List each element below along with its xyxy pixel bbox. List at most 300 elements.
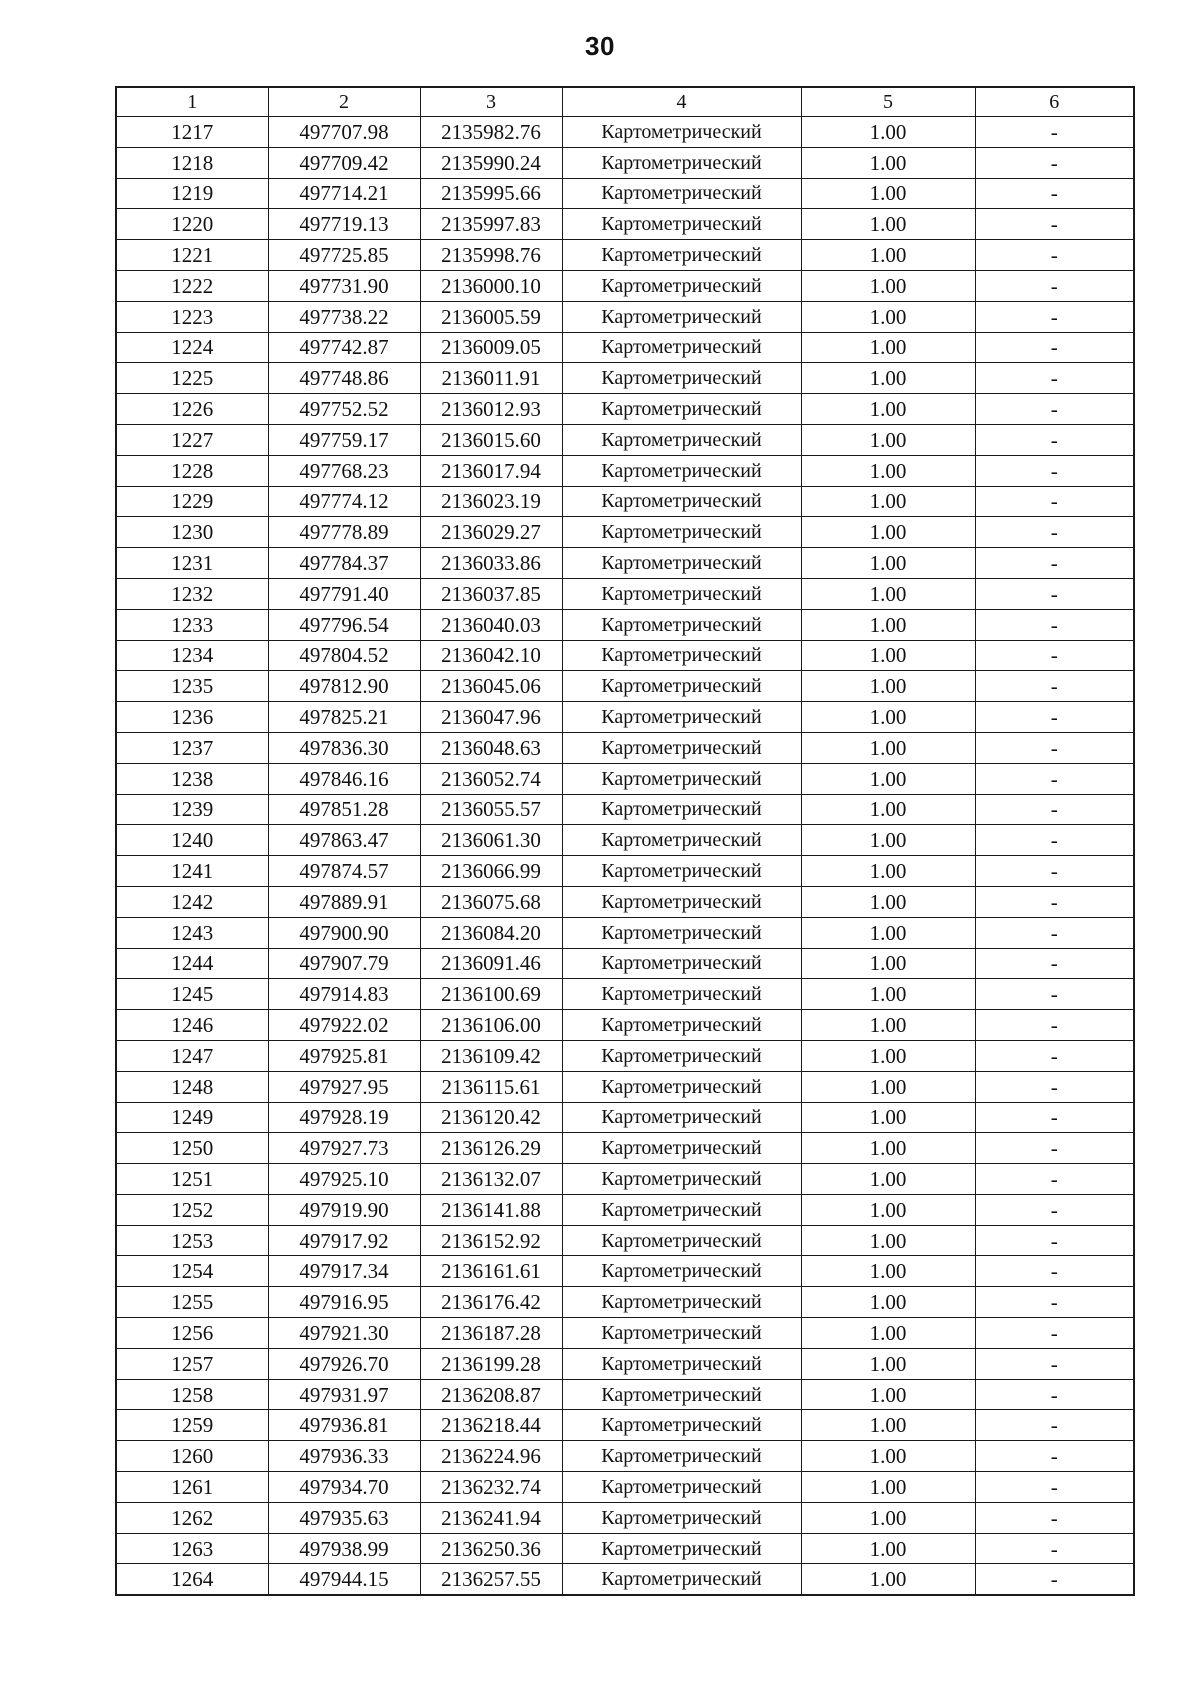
y-coordinate-cell: 2136091.46 [420, 948, 562, 979]
table-row [116, 394, 1134, 425]
method-cell: Картометрический [562, 1040, 801, 1071]
description-cell: - [975, 1472, 1134, 1503]
method-cell: Картометрический [562, 1102, 801, 1133]
description-cell: - [975, 270, 1134, 301]
accuracy-cell: 1.00 [801, 270, 975, 301]
y-coordinate-cell: 2136176.42 [420, 1287, 562, 1318]
accuracy-cell: 1.00 [801, 1133, 975, 1164]
description-cell: - [975, 1564, 1134, 1595]
table-row [116, 147, 1134, 178]
accuracy-cell: 1.00 [801, 455, 975, 486]
point-number-cell: 1240 [116, 825, 268, 856]
point-number-cell: 1256 [116, 1318, 268, 1349]
x-coordinate-cell: 497742.87 [268, 332, 420, 363]
table-row [116, 1256, 1134, 1287]
description-cell: - [975, 1010, 1134, 1041]
table-row [116, 763, 1134, 794]
description-cell: - [975, 147, 1134, 178]
y-coordinate-cell: 2136029.27 [420, 517, 562, 548]
method-cell: Картометрический [562, 548, 801, 579]
accuracy-cell: 1.00 [801, 424, 975, 455]
y-coordinate-cell: 2136100.69 [420, 979, 562, 1010]
method-cell: Картометрический [562, 1194, 801, 1225]
y-coordinate-cell: 2136257.55 [420, 1564, 562, 1595]
column-header: 2 [268, 87, 420, 117]
description-cell: - [975, 1348, 1134, 1379]
column-header: 1 [116, 87, 268, 117]
description-cell: - [975, 856, 1134, 887]
y-coordinate-cell: 2136241.94 [420, 1502, 562, 1533]
y-coordinate-cell: 2136208.87 [420, 1379, 562, 1410]
x-coordinate-cell: 497796.54 [268, 609, 420, 640]
y-coordinate-cell: 2136120.42 [420, 1102, 562, 1133]
x-coordinate-cell: 497900.90 [268, 917, 420, 948]
y-coordinate-cell: 2136115.61 [420, 1071, 562, 1102]
x-coordinate-cell: 497922.02 [268, 1010, 420, 1041]
y-coordinate-cell: 2136084.20 [420, 917, 562, 948]
method-cell: Картометрический [562, 794, 801, 825]
table-row [116, 1379, 1134, 1410]
method-cell: Картометрический [562, 517, 801, 548]
table-row [116, 548, 1134, 579]
accuracy-cell: 1.00 [801, 1410, 975, 1441]
point-number-cell: 1233 [116, 609, 268, 640]
x-coordinate-cell: 497874.57 [268, 856, 420, 887]
accuracy-cell: 1.00 [801, 702, 975, 733]
accuracy-cell: 1.00 [801, 1533, 975, 1564]
description-cell: - [975, 1256, 1134, 1287]
description-cell: - [975, 548, 1134, 579]
description-cell: - [975, 1164, 1134, 1195]
accuracy-cell: 1.00 [801, 640, 975, 671]
description-cell: - [975, 301, 1134, 332]
y-coordinate-cell: 2136017.94 [420, 455, 562, 486]
point-number-cell: 1228 [116, 455, 268, 486]
table-row [116, 117, 1134, 148]
point-number-cell: 1223 [116, 301, 268, 332]
table-row [116, 1071, 1134, 1102]
accuracy-cell: 1.00 [801, 240, 975, 271]
x-coordinate-cell: 497851.28 [268, 794, 420, 825]
table-row [116, 640, 1134, 671]
method-cell: Картометрический [562, 886, 801, 917]
y-coordinate-cell: 2136011.91 [420, 363, 562, 394]
accuracy-cell: 1.00 [801, 301, 975, 332]
method-cell: Картометрический [562, 609, 801, 640]
method-cell: Картометрический [562, 240, 801, 271]
method-cell: Картометрический [562, 178, 801, 209]
point-number-cell: 1218 [116, 147, 268, 178]
table-row [116, 856, 1134, 887]
table-row [116, 917, 1134, 948]
point-number-cell: 1242 [116, 886, 268, 917]
point-number-cell: 1261 [116, 1472, 268, 1503]
method-cell: Картометрический [562, 1379, 801, 1410]
table-row [116, 1533, 1134, 1564]
accuracy-cell: 1.00 [801, 917, 975, 948]
x-coordinate-cell: 497714.21 [268, 178, 420, 209]
point-number-cell: 1219 [116, 178, 268, 209]
description-cell: - [975, 178, 1134, 209]
y-coordinate-cell: 2136047.96 [420, 702, 562, 733]
method-cell: Картометрический [562, 1502, 801, 1533]
point-number-cell: 1217 [116, 117, 268, 148]
x-coordinate-cell: 497725.85 [268, 240, 420, 271]
method-cell: Картометрический [562, 363, 801, 394]
accuracy-cell: 1.00 [801, 794, 975, 825]
point-number-cell: 1234 [116, 640, 268, 671]
y-coordinate-cell: 2136015.60 [420, 424, 562, 455]
x-coordinate-cell: 497731.90 [268, 270, 420, 301]
accuracy-cell: 1.00 [801, 609, 975, 640]
point-number-cell: 1220 [116, 209, 268, 240]
accuracy-cell: 1.00 [801, 979, 975, 1010]
x-coordinate-cell: 497719.13 [268, 209, 420, 240]
y-coordinate-cell: 2135997.83 [420, 209, 562, 240]
method-cell: Картометрический [562, 763, 801, 794]
x-coordinate-cell: 497825.21 [268, 702, 420, 733]
description-cell: - [975, 1441, 1134, 1472]
description-cell: - [975, 609, 1134, 640]
accuracy-cell: 1.00 [801, 671, 975, 702]
table-row [116, 886, 1134, 917]
table-row [116, 1040, 1134, 1071]
point-number-cell: 1238 [116, 763, 268, 794]
table-row [116, 240, 1134, 271]
x-coordinate-cell: 497927.95 [268, 1071, 420, 1102]
x-coordinate-cell: 497944.15 [268, 1564, 420, 1595]
accuracy-cell: 1.00 [801, 1225, 975, 1256]
x-coordinate-cell: 497709.42 [268, 147, 420, 178]
point-number-cell: 1224 [116, 332, 268, 363]
method-cell: Картометрический [562, 1071, 801, 1102]
point-number-cell: 1227 [116, 424, 268, 455]
point-number-cell: 1232 [116, 578, 268, 609]
method-cell: Картометрический [562, 1287, 801, 1318]
y-coordinate-cell: 2136187.28 [420, 1318, 562, 1349]
accuracy-cell: 1.00 [801, 1287, 975, 1318]
description-cell: - [975, 671, 1134, 702]
point-number-cell: 1248 [116, 1071, 268, 1102]
description-cell: - [975, 209, 1134, 240]
point-number-cell: 1244 [116, 948, 268, 979]
accuracy-cell: 1.00 [801, 1040, 975, 1071]
y-coordinate-cell: 2136141.88 [420, 1194, 562, 1225]
table-row [116, 1010, 1134, 1041]
accuracy-cell: 1.00 [801, 209, 975, 240]
description-cell: - [975, 424, 1134, 455]
method-cell: Картометрический [562, 394, 801, 425]
accuracy-cell: 1.00 [801, 1348, 975, 1379]
y-coordinate-cell: 2136132.07 [420, 1164, 562, 1195]
description-cell: - [975, 455, 1134, 486]
table-row [116, 455, 1134, 486]
point-number-cell: 1245 [116, 979, 268, 1010]
table-body [116, 117, 1134, 1596]
method-cell: Картометрический [562, 455, 801, 486]
point-number-cell: 1250 [116, 1133, 268, 1164]
y-coordinate-cell: 2136218.44 [420, 1410, 562, 1441]
x-coordinate-cell: 497774.12 [268, 486, 420, 517]
accuracy-cell: 1.00 [801, 147, 975, 178]
x-coordinate-cell: 497936.81 [268, 1410, 420, 1441]
description-cell: - [975, 763, 1134, 794]
description-cell: - [975, 1533, 1134, 1564]
method-cell: Картометрический [562, 270, 801, 301]
point-number-cell: 1243 [116, 917, 268, 948]
description-cell: - [975, 486, 1134, 517]
description-cell: - [975, 1410, 1134, 1441]
point-number-cell: 1252 [116, 1194, 268, 1225]
method-cell: Картометрический [562, 1225, 801, 1256]
accuracy-cell: 1.00 [801, 1564, 975, 1595]
x-coordinate-cell: 497759.17 [268, 424, 420, 455]
table-row [116, 363, 1134, 394]
x-coordinate-cell: 497934.70 [268, 1472, 420, 1503]
method-cell: Картометрический [562, 1533, 801, 1564]
accuracy-cell: 1.00 [801, 1071, 975, 1102]
y-coordinate-cell: 2136033.86 [420, 548, 562, 579]
y-coordinate-cell: 2136005.59 [420, 301, 562, 332]
y-coordinate-cell: 2136106.00 [420, 1010, 562, 1041]
description-cell: - [975, 886, 1134, 917]
x-coordinate-cell: 497917.34 [268, 1256, 420, 1287]
x-coordinate-cell: 497928.19 [268, 1102, 420, 1133]
y-coordinate-cell: 2136040.03 [420, 609, 562, 640]
method-cell: Картометрический [562, 578, 801, 609]
description-cell: - [975, 1071, 1134, 1102]
accuracy-cell: 1.00 [801, 332, 975, 363]
description-cell: - [975, 1102, 1134, 1133]
accuracy-cell: 1.00 [801, 886, 975, 917]
point-number-cell: 1231 [116, 548, 268, 579]
description-cell: - [975, 394, 1134, 425]
table-row [116, 1564, 1134, 1595]
x-coordinate-cell: 497752.52 [268, 394, 420, 425]
method-cell: Картометрический [562, 1564, 801, 1595]
x-coordinate-cell: 497914.83 [268, 979, 420, 1010]
x-coordinate-cell: 497907.79 [268, 948, 420, 979]
description-cell: - [975, 979, 1134, 1010]
table-row [116, 486, 1134, 517]
accuracy-cell: 1.00 [801, 1010, 975, 1041]
x-coordinate-cell: 497936.33 [268, 1441, 420, 1472]
y-coordinate-cell: 2136250.36 [420, 1533, 562, 1564]
description-cell: - [975, 1318, 1134, 1349]
point-number-cell: 1230 [116, 517, 268, 548]
x-coordinate-cell: 497916.95 [268, 1287, 420, 1318]
table-row [116, 671, 1134, 702]
point-number-cell: 1229 [116, 486, 268, 517]
point-number-cell: 1236 [116, 702, 268, 733]
method-cell: Картометрический [562, 1010, 801, 1041]
accuracy-cell: 1.00 [801, 1164, 975, 1195]
table-row [116, 794, 1134, 825]
table-row [116, 517, 1134, 548]
table-header-row [116, 87, 1134, 117]
table-row [116, 702, 1134, 733]
accuracy-cell: 1.00 [801, 363, 975, 394]
method-cell: Картометрический [562, 209, 801, 240]
x-coordinate-cell: 497889.91 [268, 886, 420, 917]
table-row [116, 178, 1134, 209]
x-coordinate-cell: 497921.30 [268, 1318, 420, 1349]
y-coordinate-cell: 2136161.61 [420, 1256, 562, 1287]
column-header: 6 [975, 87, 1134, 117]
description-cell: - [975, 917, 1134, 948]
table-row [116, 270, 1134, 301]
method-cell: Картометрический [562, 948, 801, 979]
accuracy-cell: 1.00 [801, 117, 975, 148]
accuracy-cell: 1.00 [801, 486, 975, 517]
method-cell: Картометрический [562, 825, 801, 856]
accuracy-cell: 1.00 [801, 763, 975, 794]
method-cell: Картометрический [562, 301, 801, 332]
accuracy-cell: 1.00 [801, 394, 975, 425]
accuracy-cell: 1.00 [801, 948, 975, 979]
description-cell: - [975, 363, 1134, 394]
x-coordinate-cell: 497931.97 [268, 1379, 420, 1410]
column-header: 5 [801, 87, 975, 117]
description-cell: - [975, 1502, 1134, 1533]
y-coordinate-cell: 2136000.10 [420, 270, 562, 301]
y-coordinate-cell: 2136012.93 [420, 394, 562, 425]
method-cell: Картометрический [562, 702, 801, 733]
accuracy-cell: 1.00 [801, 1502, 975, 1533]
x-coordinate-cell: 497863.47 [268, 825, 420, 856]
description-cell: - [975, 1194, 1134, 1225]
x-coordinate-cell: 497927.73 [268, 1133, 420, 1164]
y-coordinate-cell: 2136042.10 [420, 640, 562, 671]
x-coordinate-cell: 497925.81 [268, 1040, 420, 1071]
x-coordinate-cell: 497707.98 [268, 117, 420, 148]
accuracy-cell: 1.00 [801, 517, 975, 548]
point-number-cell: 1262 [116, 1502, 268, 1533]
method-cell: Картометрический [562, 640, 801, 671]
x-coordinate-cell: 497778.89 [268, 517, 420, 548]
description-cell: - [975, 1287, 1134, 1318]
accuracy-cell: 1.00 [801, 1472, 975, 1503]
x-coordinate-cell: 497768.23 [268, 455, 420, 486]
x-coordinate-cell: 497791.40 [268, 578, 420, 609]
point-number-cell: 1259 [116, 1410, 268, 1441]
point-number-cell: 1251 [116, 1164, 268, 1195]
table-row [116, 732, 1134, 763]
method-cell: Картометрический [562, 117, 801, 148]
column-header: 4 [562, 87, 801, 117]
table-row [116, 424, 1134, 455]
x-coordinate-cell: 497917.92 [268, 1225, 420, 1256]
accuracy-cell: 1.00 [801, 1194, 975, 1225]
description-cell: - [975, 640, 1134, 671]
description-cell: - [975, 732, 1134, 763]
point-number-cell: 1237 [116, 732, 268, 763]
x-coordinate-cell: 497926.70 [268, 1348, 420, 1379]
y-coordinate-cell: 2136075.68 [420, 886, 562, 917]
y-coordinate-cell: 2135982.76 [420, 117, 562, 148]
x-coordinate-cell: 497748.86 [268, 363, 420, 394]
point-number-cell: 1254 [116, 1256, 268, 1287]
description-cell: - [975, 702, 1134, 733]
table-row [116, 332, 1134, 363]
point-number-cell: 1264 [116, 1564, 268, 1595]
table-row [116, 1318, 1134, 1349]
table-row [116, 209, 1134, 240]
x-coordinate-cell: 497925.10 [268, 1164, 420, 1195]
table-row [116, 1287, 1134, 1318]
description-cell: - [975, 794, 1134, 825]
method-cell: Картометрический [562, 1256, 801, 1287]
accuracy-cell: 1.00 [801, 1441, 975, 1472]
method-cell: Картометрический [562, 1164, 801, 1195]
y-coordinate-cell: 2136055.57 [420, 794, 562, 825]
y-coordinate-cell: 2136023.19 [420, 486, 562, 517]
point-number-cell: 1260 [116, 1441, 268, 1472]
x-coordinate-cell: 497784.37 [268, 548, 420, 579]
method-cell: Картометрический [562, 979, 801, 1010]
description-cell: - [975, 948, 1134, 979]
table-row [116, 1225, 1134, 1256]
accuracy-cell: 1.00 [801, 548, 975, 579]
method-cell: Картометрический [562, 671, 801, 702]
accuracy-cell: 1.00 [801, 825, 975, 856]
table-row [116, 1164, 1134, 1195]
method-cell: Картометрический [562, 332, 801, 363]
method-cell: Картометрический [562, 1410, 801, 1441]
y-coordinate-cell: 2136109.42 [420, 1040, 562, 1071]
x-coordinate-cell: 497836.30 [268, 732, 420, 763]
point-number-cell: 1241 [116, 856, 268, 887]
x-coordinate-cell: 497935.63 [268, 1502, 420, 1533]
accuracy-cell: 1.00 [801, 1379, 975, 1410]
description-cell: - [975, 517, 1134, 548]
table-row [116, 1410, 1134, 1441]
method-cell: Картометрический [562, 486, 801, 517]
description-cell: - [975, 117, 1134, 148]
accuracy-cell: 1.00 [801, 1102, 975, 1133]
x-coordinate-cell: 497738.22 [268, 301, 420, 332]
table-row [116, 578, 1134, 609]
y-coordinate-cell: 2136126.29 [420, 1133, 562, 1164]
table-row [116, 948, 1134, 979]
table-row [116, 1441, 1134, 1472]
point-number-cell: 1249 [116, 1102, 268, 1133]
point-number-cell: 1258 [116, 1379, 268, 1410]
description-cell: - [975, 332, 1134, 363]
method-cell: Картометрический [562, 917, 801, 948]
y-coordinate-cell: 2136052.74 [420, 763, 562, 794]
method-cell: Картометрический [562, 856, 801, 887]
y-coordinate-cell: 2136009.05 [420, 332, 562, 363]
point-number-cell: 1263 [116, 1533, 268, 1564]
method-cell: Картометрический [562, 1133, 801, 1164]
point-number-cell: 1239 [116, 794, 268, 825]
accuracy-cell: 1.00 [801, 732, 975, 763]
table-row [116, 979, 1134, 1010]
method-cell: Картометрический [562, 424, 801, 455]
table-row [116, 1133, 1134, 1164]
table-row [116, 1194, 1134, 1225]
x-coordinate-cell: 497919.90 [268, 1194, 420, 1225]
point-number-cell: 1225 [116, 363, 268, 394]
table-row [116, 301, 1134, 332]
y-coordinate-cell: 2136061.30 [420, 825, 562, 856]
accuracy-cell: 1.00 [801, 178, 975, 209]
point-number-cell: 1226 [116, 394, 268, 425]
accuracy-cell: 1.00 [801, 1256, 975, 1287]
x-coordinate-cell: 497938.99 [268, 1533, 420, 1564]
coordinates-table [115, 86, 1135, 1596]
